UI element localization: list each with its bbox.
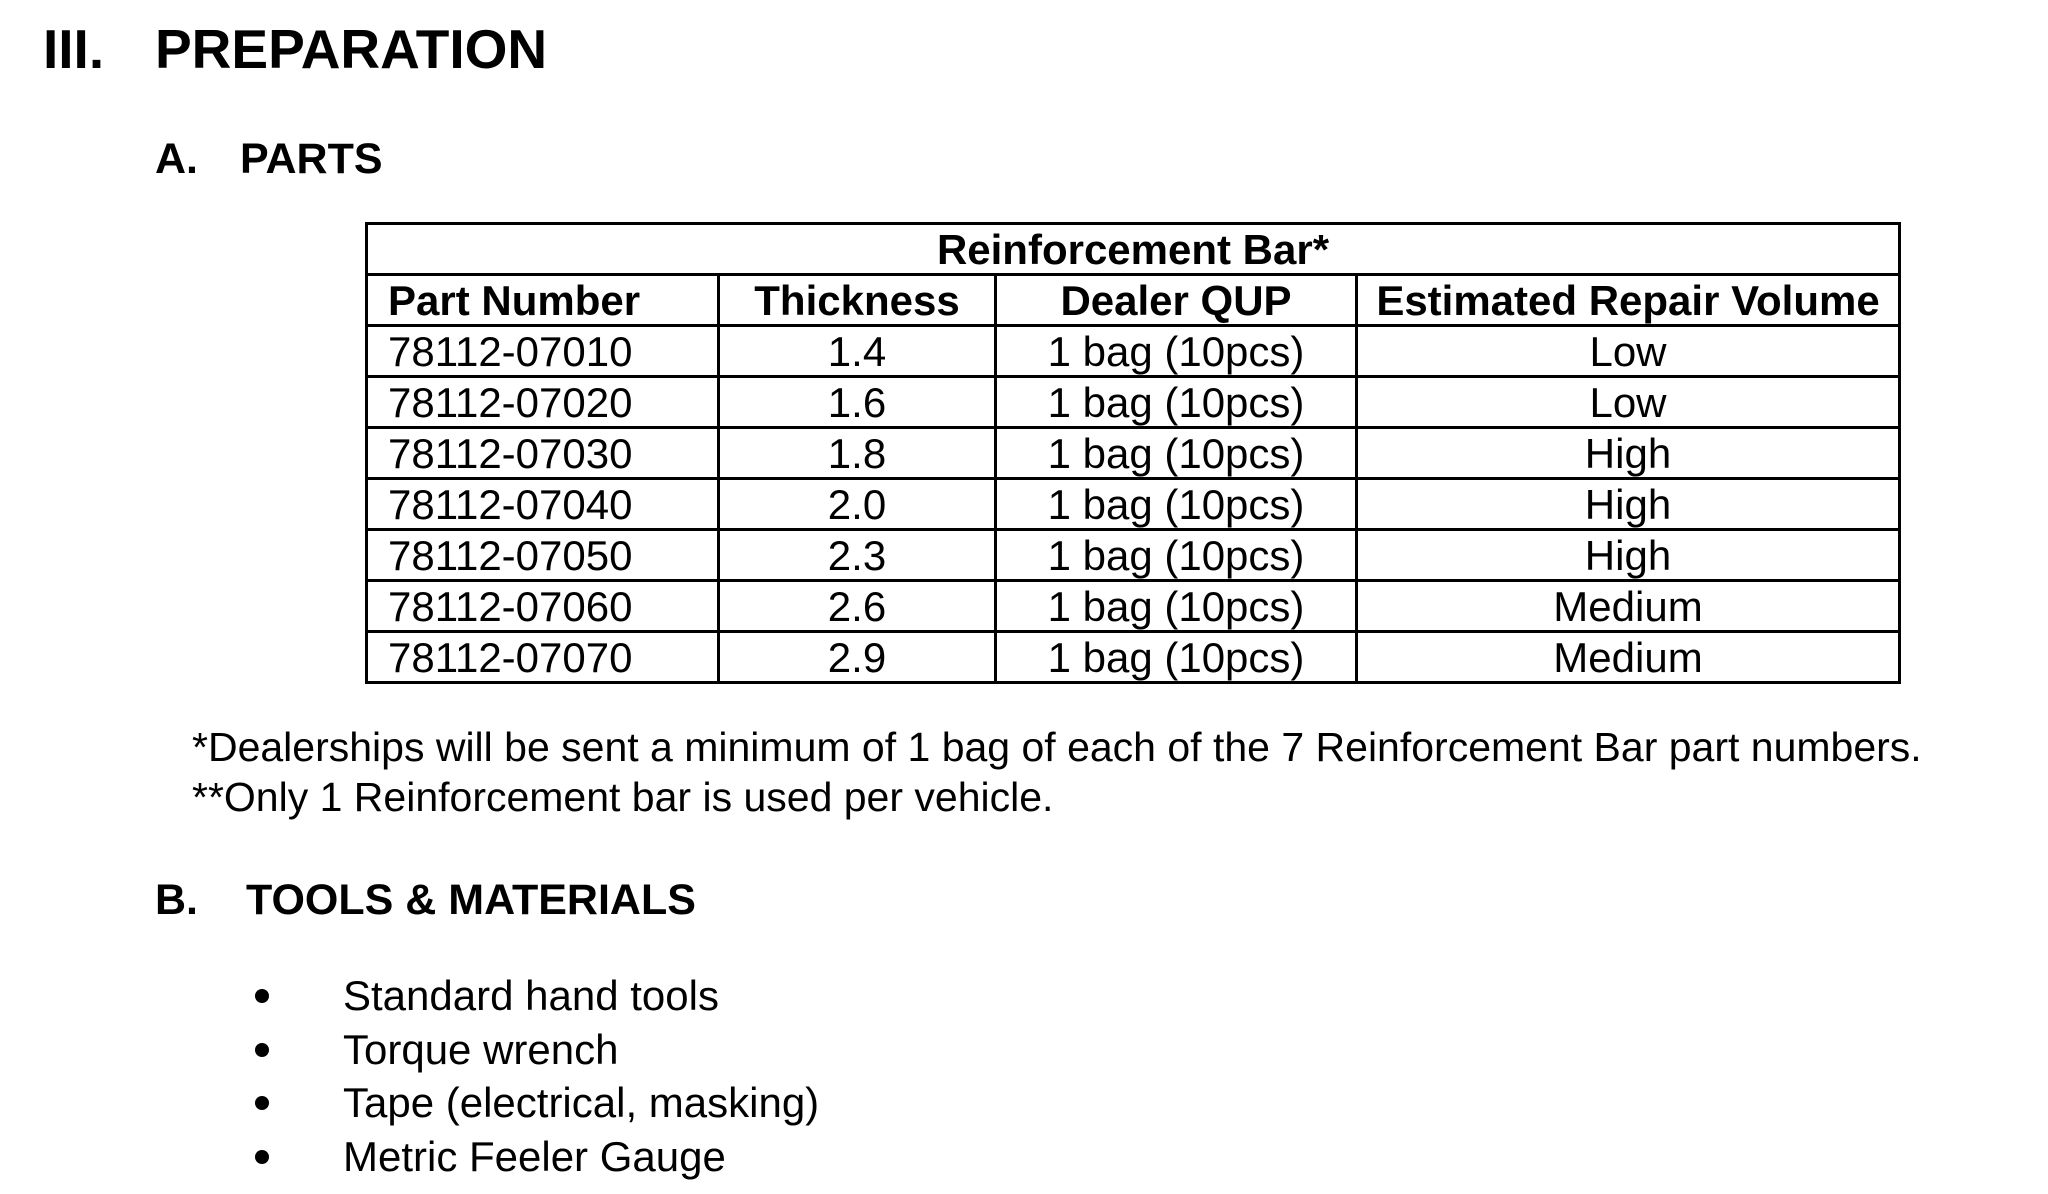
header-thickness: Thickness bbox=[719, 275, 996, 326]
tool-label: Standard hand tools bbox=[343, 972, 719, 1019]
repair-volume-cell: Medium bbox=[1357, 632, 1900, 683]
header-part-number: Part Number bbox=[367, 275, 719, 326]
table-caption: Reinforcement Bar* bbox=[367, 224, 1900, 275]
table-row bbox=[367, 326, 1900, 377]
section-title: PREPARATION bbox=[155, 18, 548, 80]
part-number-cell: 78112-07010 bbox=[367, 326, 719, 377]
footnote-dealerships: *Dealerships will be sent a minimum of 1 bag of each of the 7 Reinforcement Bar part numbers. bbox=[192, 724, 1922, 770]
repair-volume-cell: High bbox=[1357, 479, 1900, 530]
reinforcement-bar-table bbox=[365, 222, 1901, 684]
bullet-icon bbox=[255, 1096, 269, 1110]
bullet-icon bbox=[255, 1043, 269, 1057]
table-header-row bbox=[367, 275, 1900, 326]
table-row bbox=[367, 530, 1900, 581]
tools-subsection-letter: B. bbox=[155, 876, 198, 924]
thickness-cell: 2.0 bbox=[719, 479, 996, 530]
part-number-cell: 78112-07040 bbox=[367, 479, 719, 530]
parts-subsection-letter: A. bbox=[155, 135, 198, 183]
header-dealer-qup: Dealer QUP bbox=[996, 275, 1357, 326]
parts-subsection-title: PARTS bbox=[240, 135, 383, 183]
part-number-cell: 78112-07030 bbox=[367, 428, 719, 479]
thickness-cell: 1.8 bbox=[719, 428, 996, 479]
table-row bbox=[367, 428, 1900, 479]
footnote-per-vehicle: **Only 1 Reinforcement bar is used per vehicle. bbox=[192, 774, 1054, 820]
dealer-qup-cell: 1 bag (10pcs) bbox=[996, 326, 1357, 377]
tool-label: Metric Feeler Gauge bbox=[343, 1132, 726, 1180]
header-repair-volume: Estimated Repair Volume bbox=[1357, 275, 1900, 326]
repair-volume-cell: Low bbox=[1357, 377, 1900, 428]
part-number-cell: 78112-07020 bbox=[367, 377, 719, 428]
repair-volume-cell: Low bbox=[1357, 326, 1900, 377]
repair-volume-cell: High bbox=[1357, 530, 1900, 581]
bullet-icon bbox=[255, 1150, 269, 1164]
table-row bbox=[367, 632, 1900, 683]
bullet-icon bbox=[255, 989, 269, 1003]
table-row bbox=[367, 377, 1900, 428]
dealer-qup-cell: 1 bag (10pcs) bbox=[996, 581, 1357, 632]
thickness-cell: 2.6 bbox=[719, 581, 996, 632]
part-number-cell: 78112-07070 bbox=[367, 632, 719, 683]
section-number: III. bbox=[43, 18, 105, 80]
dealer-qup-cell: 1 bag (10pcs) bbox=[996, 632, 1357, 683]
table-caption-row bbox=[367, 224, 1900, 275]
dealer-qup-cell: 1 bag (10pcs) bbox=[996, 479, 1357, 530]
tools-subsection-title: TOOLS & MATERIALS bbox=[246, 876, 696, 924]
part-number-cell: 78112-07060 bbox=[367, 581, 719, 632]
table-row bbox=[367, 581, 1900, 632]
thickness-cell: 1.6 bbox=[719, 377, 996, 428]
tool-label: Tape (electrical, masking) bbox=[343, 1079, 820, 1126]
dealer-qup-cell: 1 bag (10pcs) bbox=[996, 428, 1357, 479]
thickness-cell: 2.9 bbox=[719, 632, 996, 683]
thickness-cell: 1.4 bbox=[719, 326, 996, 377]
part-number-cell: 78112-07050 bbox=[367, 530, 719, 581]
dealer-qup-cell: 1 bag (10pcs) bbox=[996, 377, 1357, 428]
thickness-cell: 2.3 bbox=[719, 530, 996, 581]
tool-label: Torque wrench bbox=[343, 1025, 619, 1073]
table-row bbox=[367, 479, 1900, 530]
repair-volume-cell: Medium bbox=[1357, 581, 1900, 632]
repair-volume-cell: High bbox=[1357, 428, 1900, 479]
dealer-qup-cell: 1 bag (10pcs) bbox=[996, 530, 1357, 581]
